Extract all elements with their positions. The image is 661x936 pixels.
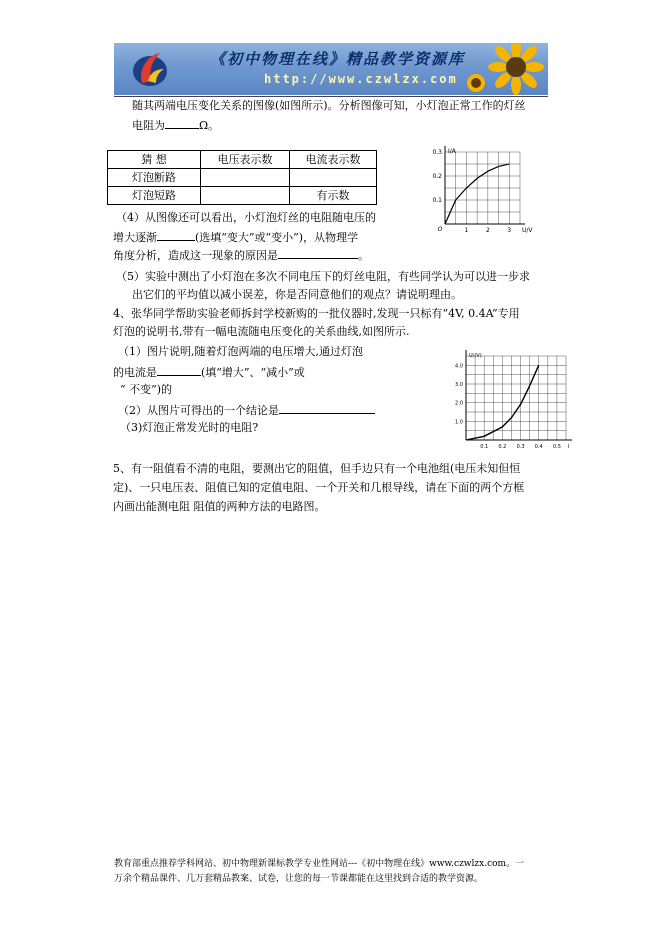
text-line: （5）实验中测出了小灯泡在多次不同电压下的灯丝电阻，有些同学认为可以进一步求 (116, 270, 530, 283)
footer-line: 教育部重点推荐学科网站、初中物理新课标教学专业性网站---《初中物理在线》www.czwlzx.com。一 (114, 859, 525, 869)
text-line: 出它们的平均值以减小误差，你是否同意他们的观点？请说明理由。 (132, 288, 462, 301)
y-tick-label: 4.0 (455, 363, 463, 370)
y-tick-label: 1.0 (455, 419, 463, 426)
answer-blank (157, 229, 195, 241)
banner-title: 《初中物理在线》精品教学资源库 (210, 50, 466, 68)
text-line: （4）从图像还可以看出，小灯泡灯丝的电阻随电压的 (116, 211, 376, 224)
text-line: 内画出能测电阻 阻值的两种方法的电路图。 (113, 500, 326, 513)
current-voltage-graph (425, 142, 535, 234)
sunflower-icon (458, 43, 548, 95)
table-cell (201, 187, 290, 205)
x-tick-label: 0.3 (516, 444, 525, 448)
banner-divider (114, 96, 548, 97)
voltage-current-graph (452, 344, 582, 448)
table-header: 电流表示数 (290, 151, 377, 169)
text-line: “ 不变”)的 (120, 383, 173, 396)
footer-line: 万余个精品课件、几万套精品教案、试卷，让您的每一节课都能在这里找到合适的教学资源。 (114, 874, 484, 884)
table-row (108, 169, 377, 187)
x-tick-label: 0.5 (552, 444, 561, 448)
text-line: 随其两端电压变化关系的图像(如图所示)。分析图像可知，小灯泡正常工作的灯丝 (132, 99, 526, 112)
y-tick-label: 3.0 (455, 382, 463, 388)
table-cell: 灯泡短路 (108, 187, 201, 205)
x-axis-label: I (568, 444, 570, 448)
text-line: （1）图片说明,随着灯泡两端的电压增大,通过灯泡 (118, 345, 363, 358)
text-line: （3)灯泡正常发光时的电阻? (120, 421, 259, 434)
answer-blank (279, 402, 375, 414)
table-cell (290, 169, 377, 187)
text-line: （2）从图片可得出的一个结论是 (118, 402, 375, 418)
y-tick-label: 0.1 (432, 197, 442, 204)
answer-blank (278, 247, 358, 259)
y-tick-label: 0.2 (432, 173, 442, 180)
text-line: 电阻为 Ω。 (132, 119, 220, 132)
table-cell: 灯泡断路 (108, 169, 201, 187)
answer-blank (165, 117, 199, 129)
header-banner (114, 43, 548, 95)
y-axis-label: I/A (448, 148, 456, 155)
table-header: 电压表示数 (201, 151, 290, 169)
answer-blank (157, 364, 201, 376)
x-tick-label: 3 (507, 227, 512, 234)
text-line: 增大逐渐 (选填“变大”或“变小”)，从物理学 (113, 231, 359, 244)
origin-label: O (437, 226, 443, 233)
table-cell (201, 169, 290, 187)
x-tick-label: 0.1 (480, 444, 489, 448)
y-tick-label: 2.0 (455, 400, 463, 407)
y-tick-label: 0.3 (432, 149, 442, 156)
banner-url: http://www.czwlzx.com (264, 72, 458, 86)
hypothesis-table (107, 150, 377, 205)
table-row (108, 187, 377, 205)
x-tick-label: 0.2 (498, 444, 507, 448)
table-header: 猜 想 (108, 151, 201, 169)
x-tick-label: 1 (464, 227, 469, 234)
text-line: 角度分析，造成这一现象的原因是 。 (113, 249, 369, 262)
x-axis-label: U/V (522, 227, 533, 234)
site-logo-icon (130, 47, 170, 91)
table-header-row (108, 151, 377, 169)
text-line: 的电流是 (填“增大”、“减小”或 (113, 366, 305, 379)
table-cell: 有示数 (290, 187, 377, 205)
text-line: 定)、一只电压表、阻值已知的定值电阻、一个开关和几根导线，请在下面的两个方框 (113, 481, 525, 494)
y-axis-label: U/(V) (469, 353, 482, 359)
page-footer (114, 857, 559, 887)
x-tick-label: 0.4 (534, 444, 543, 448)
text-line: 灯泡的说明书,带有一幅电流随电压变化的关系曲线,如图所示. (113, 325, 410, 338)
x-tick-label: 2 (485, 227, 490, 234)
text-line: 5、有一阻值看不清的电阻，要测出它的阻值，但手边只有一个电池组(电压未知但恒 (113, 462, 521, 475)
text-line: 4、张华同学帮助实验老师拆封学校新购的一批仪器时,发现一只标有“4V, 0.4A”专用 (113, 307, 520, 320)
